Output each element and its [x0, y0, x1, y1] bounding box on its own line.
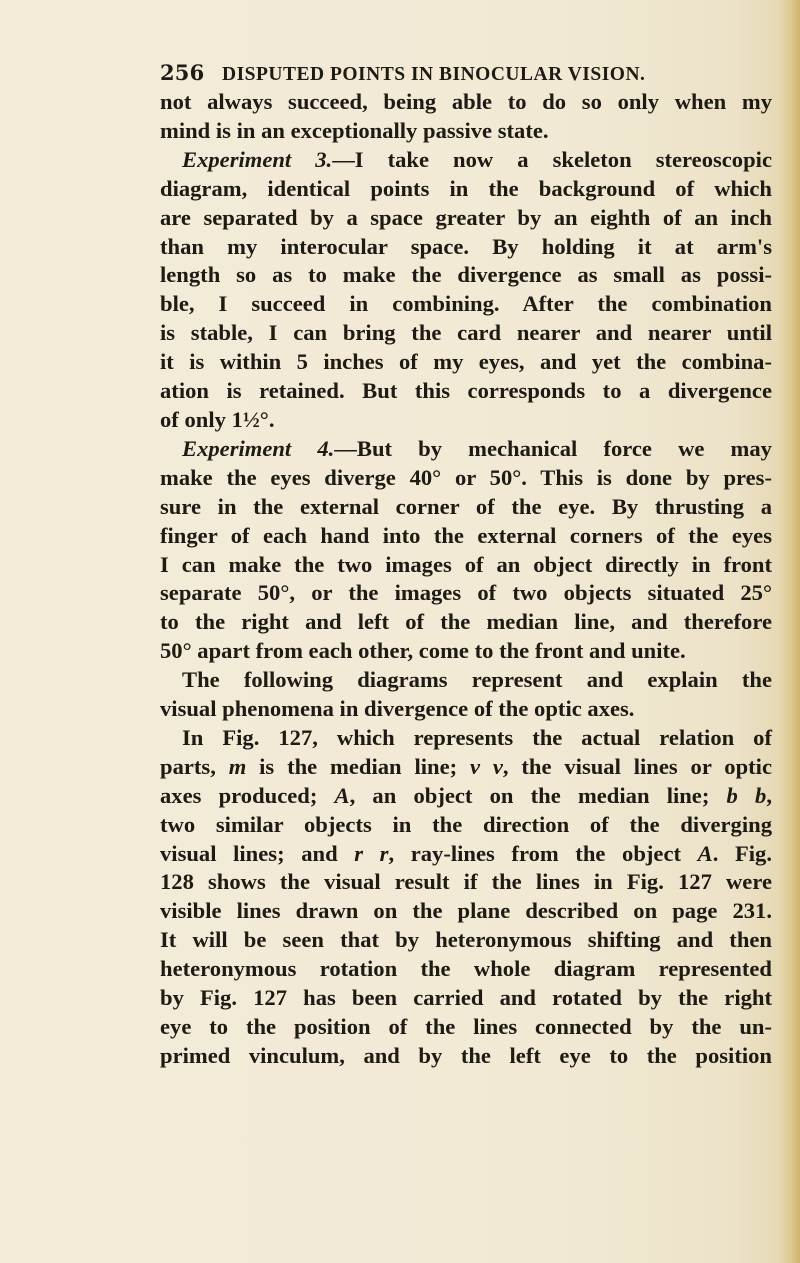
text-line: [160, 579, 772, 608]
text-segment: are separated by a space greater by an eighth of an inch: [160, 204, 772, 230]
text-segment: ation is retained. But this corresponds to a divergence: [160, 378, 772, 404]
text-line: [160, 175, 772, 204]
text-segment: is stable, I can bring the card nearer and nearer until: [160, 320, 772, 346]
text-segment: length so as to make the divergence as small as possi-: [160, 262, 772, 288]
text-segment: by Fig. 127 has been carried and rotated by the right: [160, 985, 772, 1011]
text-segment: —I take now a skeleton stereoscopic: [332, 146, 772, 172]
text-segment: make the eyes diverge 40° or 50°. This is done by pres-: [160, 464, 772, 490]
text-segment: ble, I succeed in combining. After the combination: [160, 291, 772, 317]
text-line: [160, 1013, 772, 1042]
text-line: [160, 493, 772, 522]
text-segment: . Fig.: [712, 840, 772, 866]
text-line: [160, 348, 772, 377]
italic-text: m: [228, 753, 247, 779]
italic-text: A: [697, 840, 713, 866]
text-segment: eye to the position of the lines connected by the un-: [160, 1014, 772, 1039]
text-line: [160, 782, 772, 811]
text-line: [160, 522, 772, 551]
text-line: [160, 1042, 772, 1071]
italic-text: Experiment 3.: [182, 146, 333, 172]
text-segment: In Fig. 127, which represents the actual relation of: [182, 724, 772, 750]
text-segment: —But by mechanical force we may: [334, 435, 772, 461]
text-segment: to the right and left of the median line, and therefore: [160, 609, 772, 635]
text-line: [160, 406, 772, 435]
italic-text: A: [334, 782, 350, 808]
italic-text: Experiment 4.: [182, 435, 335, 461]
text-segment: it is within 5 inches of my eyes, and yet the combina-: [160, 349, 772, 375]
text-segment: 50° apart from each other, come to the front and unite.: [160, 638, 686, 664]
text-segment: primed vinculum, and by the left eye to the position: [160, 1042, 772, 1068]
text-segment: heteronymous rotation the whole diagram represented: [160, 956, 772, 982]
text-segment: visual phenomena in divergence of the optic axes.: [160, 696, 635, 722]
text-line: [160, 637, 772, 666]
text-line: [160, 117, 772, 146]
text-line: [160, 955, 772, 984]
text-line: [160, 146, 772, 175]
text-line: [160, 551, 772, 580]
italic-text: r r: [354, 840, 389, 866]
text-line: [160, 724, 772, 753]
text-line: [160, 290, 772, 319]
running-title: DISPUTED POINTS IN BINOCULAR VISION.: [222, 64, 646, 85]
text-segment: 128 shows the visual result if the lines in Fig. 127 were: [160, 869, 772, 895]
text-segment: mind is in an exceptionally passive state.: [160, 117, 549, 143]
text-line: [160, 319, 772, 348]
text-segment: parts,: [160, 753, 229, 779]
text-segment: is the median line;: [246, 753, 470, 779]
text-line: [160, 464, 772, 493]
text-line: [160, 233, 772, 262]
text-line: [160, 608, 772, 637]
text-segment: It will be seen that by heteronymous shifting and then: [160, 927, 772, 953]
text-segment: The following diagrams represent and explain the: [182, 667, 772, 693]
text-line: [160, 695, 772, 724]
text-line: [160, 840, 772, 869]
text-line: [160, 377, 772, 406]
text-segment: than my interocular space. By holding it at arm's: [160, 233, 772, 259]
text-line: [160, 435, 772, 464]
text-segment: I can make the two images of an object directly in front: [160, 551, 772, 577]
text-line: [160, 868, 772, 897]
text-segment: sure in the external corner of the eye. By thrusting a: [160, 493, 772, 519]
text-segment: diagram, identical points in the background of which: [160, 175, 772, 201]
body-text: [160, 88, 772, 1071]
text-segment: visual lines; and: [160, 840, 355, 866]
text-line: [160, 261, 772, 290]
text-segment: not always succeed, being able to do so only when my: [160, 89, 772, 114]
text-line: [160, 926, 772, 955]
italic-text: b b: [726, 782, 767, 808]
running-header: [160, 60, 690, 86]
page-number: 256: [160, 60, 205, 85]
italic-text: v v: [469, 753, 503, 779]
text-segment: visible lines drawn on the plane described on page 231.: [160, 898, 772, 924]
text-segment: separate 50°, or the images of two objects situated 25°: [160, 580, 772, 606]
text-line: [160, 984, 772, 1013]
text-segment: , ray-lines from the object: [388, 840, 698, 866]
text-line: [160, 753, 772, 782]
text-segment: , an object on the median line;: [349, 782, 727, 808]
text-segment: finger of each hand into the external corners of the eyes: [160, 522, 772, 548]
text-segment: axes produced;: [160, 782, 335, 808]
text-line: [160, 88, 772, 117]
text-line: [160, 204, 772, 233]
text-segment: , the visual lines or optic: [502, 753, 772, 779]
text-segment: ,: [766, 782, 772, 808]
text-line: [160, 811, 772, 840]
text-segment: two similar objects in the direction of the diverging: [160, 811, 772, 837]
text-line: [160, 666, 772, 695]
text-line: [160, 897, 772, 926]
page-edge-shadow: [778, 0, 800, 1263]
text-segment: of only 1½°.: [160, 406, 275, 432]
